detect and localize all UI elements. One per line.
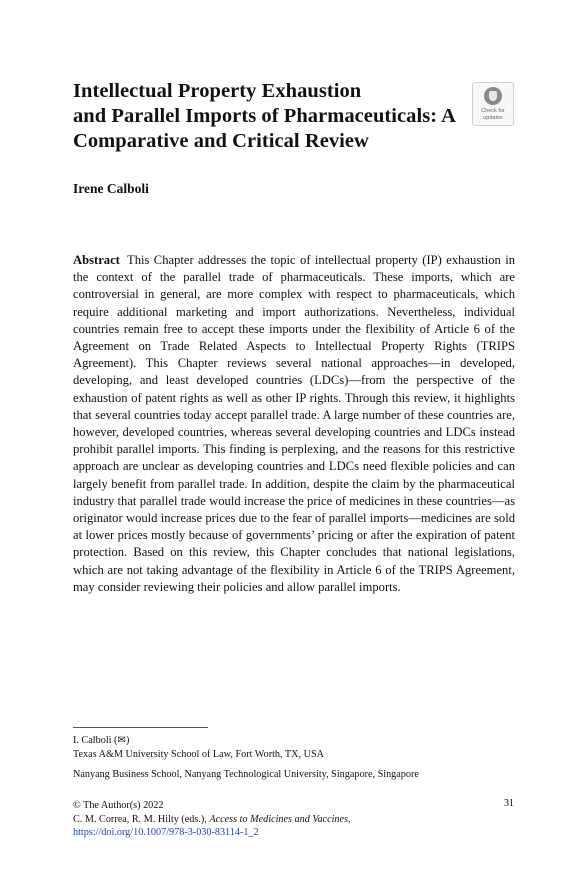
page-number: 31 <box>503 798 514 809</box>
citation-book-title: Access to Medicines and Vaccines <box>209 814 349 825</box>
chapter-title-line-2: and Parallel Imports of Pharmaceuticals: A <box>73 105 457 127</box>
abstract <box>73 252 515 596</box>
bookmark-check-icon <box>484 87 502 105</box>
check-for-updates-badge[interactable] <box>472 82 514 126</box>
author-name: Irene Calboli <box>73 181 149 196</box>
abstract-text: This Chapter addresses the topic of intellectual property (IP) exhaustion in the context of the parallel trade of pharmaceuticals. These imports, which are controversial in general, are more complex with respect to pharmaceuticals, which require additional marketing and import authorizations. Nevertheless, individual countries remain free to accept these imports under the flexibility of Article 6 of the Agreement on Trade Related Aspects to Intellectual Property Rights (TRIPS Agreement). This Chapter reviews several national approaches—in developed, developing, and least developed countries (LDCs)—from the perspective of the exhaustion of patent rights as well as other IP rights. Through this review, it highlights that several countries today accept parallel trade. A large number of these countries are, however, developed countries, whereas several developing countries and LDCs instead prohibit parallel imports. This finding is perplexing, and the reasons for this restrictive approach are unclear as developing countries and LDCs need flexible policies and can largely benefit from parallel trade. In addition, despite the claim by the pharmaceutical industry that parallel trade would increase the price of medicines in these countries—as originator would increase prices due to the fear of parallel imports—medicines are sold at lower prices mostly because of governments’ pricing or after the expiration of patent protection. Based on this review, this Chapter concludes that national legislations, which are not taking advantage of the flexibility in Article 6 of the TRIPS Agreement, may consider reviewing their policies and allow parallel imports. <box>73 253 515 594</box>
copyright-line: © The Author(s) 2022 <box>73 800 164 811</box>
footnote-divider <box>73 727 208 728</box>
citation-line: C. M. Correa, R. M. Hilty (eds.), Access to Medicines and Vaccines, <box>73 814 351 825</box>
author-footnote: I. Calboli (✉) <box>73 735 130 746</box>
chapter-title-line-1: Intellectual Property Exhaustion <box>73 80 362 102</box>
affiliation-2: Nanyang Business School, Nanyang Technological University, Singapore, Singapore <box>73 769 419 780</box>
check-for-updates-label: Check for updates <box>481 108 505 121</box>
citation-editors: C. M. Correa, R. M. Hilty (eds.), <box>73 814 207 825</box>
affiliation-1: Texas A&M University School of Law, Fort Worth, TX, USA <box>73 749 324 760</box>
chapter-title-line-3: Comparative and Critical Review <box>73 130 369 152</box>
chapter-title <box>73 79 473 154</box>
abstract-label: Abstract <box>73 253 120 267</box>
doi-link[interactable]: https://doi.org/10.1007/978-3-030-83114-1_2 <box>73 827 259 838</box>
